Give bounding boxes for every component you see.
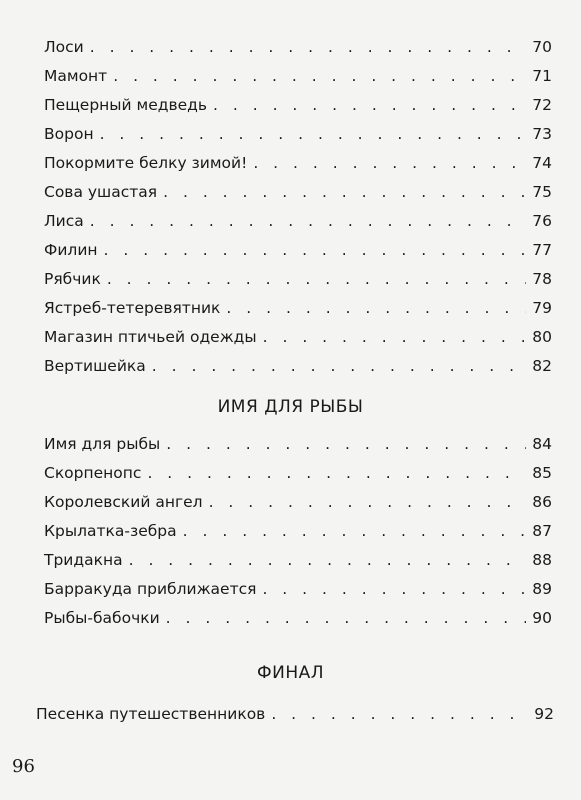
toc-entry-page: 77	[532, 241, 552, 259]
toc-entry-title: Филин	[44, 241, 98, 259]
toc-entry-page: 75	[532, 183, 552, 201]
toc-entry-page: 92	[534, 705, 554, 723]
toc-entry-page: 84	[532, 435, 552, 453]
toc-entry	[44, 323, 552, 352]
toc-entry	[44, 488, 552, 517]
toc-section-3	[36, 700, 554, 729]
toc-entry-page: 71	[532, 67, 552, 85]
dot-leader	[263, 323, 527, 352]
toc-entry-title: Лоси	[44, 38, 84, 56]
page-number: 96	[12, 756, 35, 777]
toc-entry	[44, 546, 552, 575]
toc-entry	[44, 294, 552, 323]
dot-leader	[253, 149, 526, 178]
toc-entry	[44, 517, 552, 546]
toc-entry-page: 89	[532, 580, 552, 598]
dot-leader	[147, 459, 526, 488]
toc-entry-title: Песенка путешественников	[36, 705, 266, 723]
dot-leader	[100, 120, 527, 149]
dot-leader	[183, 517, 527, 546]
toc-entry	[44, 178, 552, 207]
toc-entry-title: Имя для рыбы	[44, 435, 161, 453]
dot-leader	[104, 236, 527, 265]
toc-section-2	[44, 430, 552, 633]
dot-leader	[166, 604, 527, 633]
toc-entry-title: Покормите белку зимой!	[44, 154, 248, 172]
toc-entry-page: 79	[532, 299, 552, 317]
toc-entry	[44, 33, 552, 62]
toc-entry-title: Рябчик	[44, 270, 101, 288]
toc-entry	[44, 236, 552, 265]
toc-section-1	[44, 33, 552, 381]
toc-entry-title: Ворон	[44, 125, 94, 143]
dot-leader	[107, 265, 526, 294]
toc-entry-title: Магазин птичьей одежды	[44, 328, 257, 346]
toc-entry-page: 78	[532, 270, 552, 288]
toc-entry	[44, 459, 552, 488]
toc-entry-page: 82	[532, 357, 552, 375]
toc-entry	[44, 604, 552, 633]
dot-leader	[213, 91, 526, 120]
dot-leader	[152, 352, 527, 381]
dot-leader	[262, 575, 526, 604]
toc-entry-page: 73	[532, 125, 552, 143]
toc-entry-title: Барракуда приближается	[44, 580, 257, 598]
toc-entry-page: 74	[532, 154, 552, 172]
toc-entry	[44, 265, 552, 294]
toc-entry-page: 72	[532, 96, 552, 114]
dot-leader	[90, 33, 527, 62]
toc-entry	[44, 62, 552, 91]
toc-entry	[44, 430, 552, 459]
toc-entry-page: 87	[532, 522, 552, 540]
toc-entry-title: Крылатка-зебра	[44, 522, 177, 540]
toc-entry	[44, 149, 552, 178]
toc-entry-page: 80	[532, 328, 552, 346]
dot-leader	[209, 488, 527, 517]
toc-entry	[36, 700, 554, 729]
dot-leader	[90, 207, 527, 236]
toc-entry-page: 88	[532, 551, 552, 569]
dot-leader	[226, 294, 526, 323]
toc-entry-title: Тридакна	[44, 551, 123, 569]
toc-entry	[44, 352, 552, 381]
toc-entry	[44, 207, 552, 236]
toc-entry-title: Рыбы-бабочки	[44, 609, 160, 627]
toc-entry-title: Сова ушастая	[44, 183, 158, 201]
toc-entry-title: Пещерный медведь	[44, 96, 208, 114]
toc-entry-page: 76	[532, 212, 552, 230]
section-heading-finale: ФИНАЛ	[256, 663, 325, 683]
toc-entry-title: Скорпенопс	[44, 464, 142, 482]
dot-leader	[113, 62, 526, 91]
toc-entry-page: 70	[532, 38, 552, 56]
toc-entry-title: Мамонт	[44, 67, 108, 85]
dot-leader	[163, 178, 526, 207]
toc-entry-page: 85	[532, 464, 552, 482]
toc-entry	[44, 575, 552, 604]
toc-entry	[44, 91, 552, 120]
dot-leader	[271, 700, 528, 729]
toc-entry-title: Королевский ангел	[44, 493, 203, 511]
toc-entry-page: 86	[532, 493, 552, 511]
dot-leader	[166, 430, 526, 459]
toc-entry-title: Лиса	[44, 212, 84, 230]
section-heading-fish: ИМЯ ДЛЯ РЫБЫ	[217, 397, 364, 417]
toc-entry-title: Вертишейка	[44, 357, 146, 375]
toc-entry-page: 90	[532, 609, 552, 627]
dot-leader	[129, 546, 527, 575]
toc-entry	[44, 120, 552, 149]
toc-entry-title: Ястреб-тетеревятник	[44, 299, 221, 317]
